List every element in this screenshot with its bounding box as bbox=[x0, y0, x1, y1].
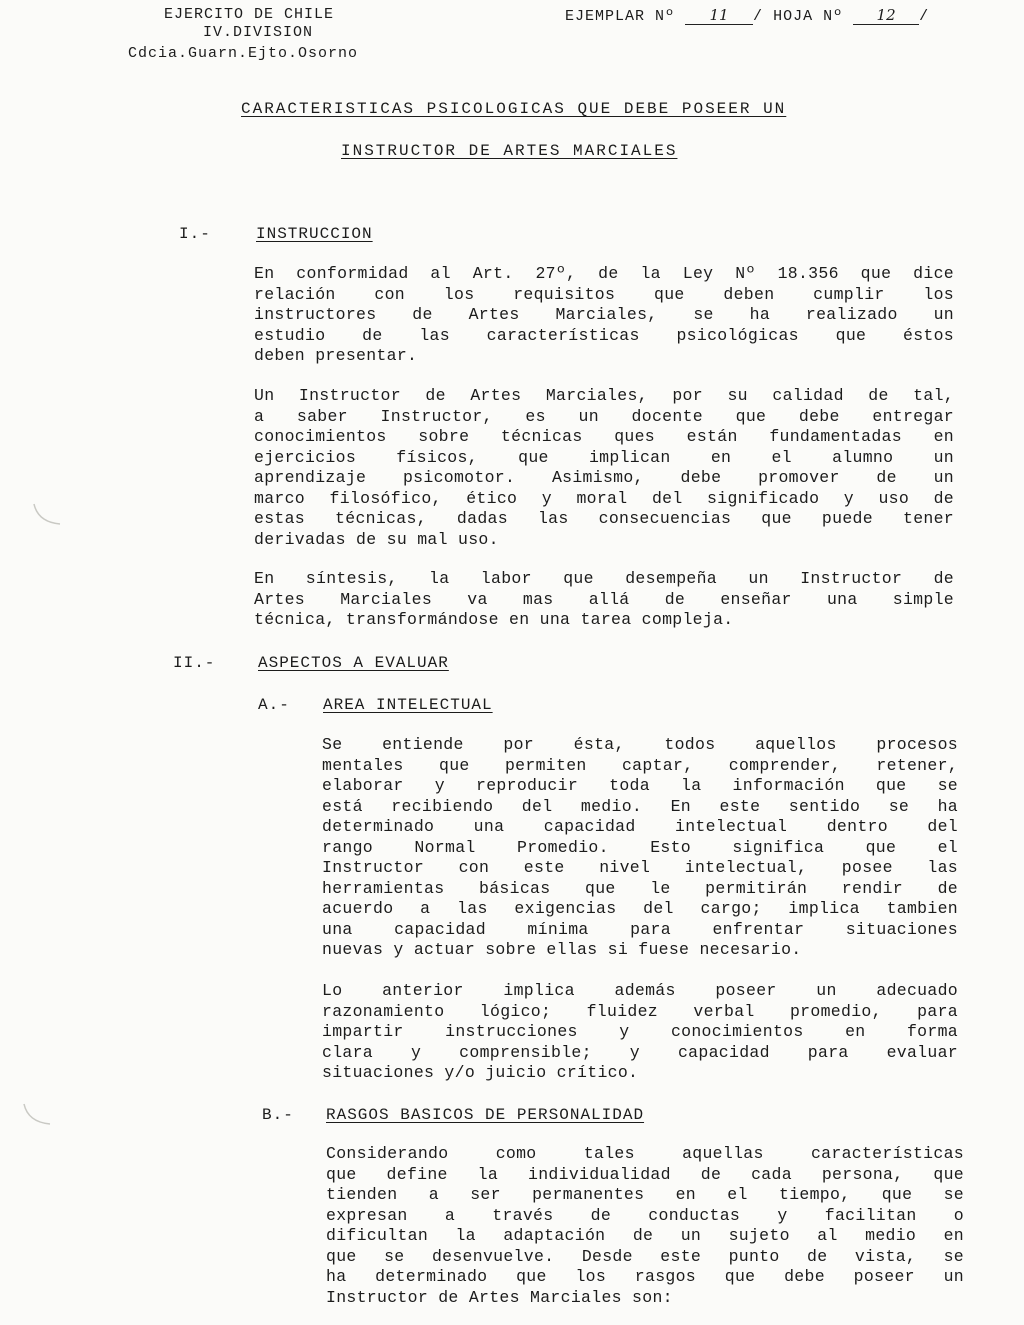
text-line: instructores de Artes Marciales, se ha realizado un bbox=[254, 305, 954, 324]
text-line: Se entiende por ésta, todos aquellos procesos bbox=[322, 735, 958, 754]
text-line: clara y comprensible; y capacidad para evaluar bbox=[322, 1042, 958, 1062]
org-unit: Cdcia.Guarn.Ejto.Osorno bbox=[128, 45, 359, 62]
section-1-number: I.- bbox=[179, 225, 211, 243]
section-1-heading: INSTRUCCION bbox=[256, 225, 373, 243]
punch-hole-mark bbox=[30, 500, 70, 530]
section-2-number: II.- bbox=[173, 654, 216, 672]
subsection-a-heading: AREA INTELECTUAL bbox=[323, 696, 493, 714]
ejemplar-field: EJEMPLAR Nº 11 / HOJA Nº 12 / bbox=[565, 6, 930, 25]
text-line: Instructor con este nivel intelectual, posee las bbox=[322, 858, 958, 877]
text-line: está recibiendo del medio. En este sentido se ha bbox=[322, 796, 958, 816]
punch-hole-mark bbox=[20, 1100, 60, 1130]
text-line: a saber Instructor, es un docente que debe entregar bbox=[254, 406, 954, 426]
hoja-label: HOJA Nº bbox=[773, 8, 844, 25]
subsection-b-paragraph-1 bbox=[326, 1144, 964, 1308]
section-1-paragraph-2 bbox=[254, 386, 954, 550]
subsection-b-heading: RASGOS BASICOS DE PERSONALIDAD bbox=[326, 1106, 645, 1124]
text-line: derivadas de su mal uso. bbox=[254, 529, 499, 549]
section-1-paragraph-3 bbox=[254, 569, 954, 631]
text-line: tienden a ser permanentes en el tiempo, que se bbox=[326, 1185, 964, 1204]
subsection-a-paragraph-2 bbox=[322, 981, 958, 1084]
section-2-heading: ASPECTOS A EVALUAR bbox=[258, 654, 449, 672]
text-line: acuerdo a las exigencias del cargo; implica tambien bbox=[322, 899, 958, 918]
text-line: estas técnicas, dadas las consecuencias que puede tener bbox=[254, 509, 954, 528]
ejemplar-label: EJEMPLAR Nº bbox=[565, 8, 676, 25]
text-line: elaborar y reproducir toda la información que se bbox=[322, 776, 958, 795]
text-line: Considerando como tales aquellas características bbox=[326, 1144, 964, 1163]
text-line: que se desenvuelve. Desde este punto de vista, se bbox=[326, 1246, 964, 1266]
text-line: dificultan la adaptación de un sujeto al medio en bbox=[326, 1226, 964, 1245]
section-1-paragraph-1 bbox=[254, 264, 954, 367]
text-line: nuevas y actuar sobre ellas si fuese necesario. bbox=[322, 940, 802, 959]
text-line: Artes Marciales va mas allá de enseñar una simple bbox=[254, 589, 954, 609]
document-title-line2: INSTRUCTOR DE ARTES MARCIALES bbox=[341, 142, 678, 160]
text-line: situaciones y/o juicio crítico. bbox=[322, 1063, 639, 1082]
text-line: marco filosófico, ético y moral del significado y uso de bbox=[254, 488, 954, 508]
text-line: aprendizaje psicomotor. Asimismo, debe promover de un bbox=[254, 468, 954, 487]
text-line: razonamiento lógico; fluidez verbal promedio, para bbox=[322, 1001, 958, 1021]
text-line: que define la individualidad de cada persona, que bbox=[326, 1164, 964, 1184]
text-line: rango Normal Promedio. Esto significa que el bbox=[322, 837, 958, 857]
text-line: Un Instructor de Artes Marciales, por su calidad de tal, bbox=[254, 386, 954, 405]
subsection-b-number: B.- bbox=[262, 1106, 294, 1124]
text-line: En síntesis, la labor que desempeña un Instructor de bbox=[254, 569, 954, 588]
text-line: Lo anterior implica además poseer un adecuado bbox=[322, 981, 958, 1000]
text-line: herramientas básicas que le permitirán rendir de bbox=[322, 878, 958, 898]
text-line: ha determinado que los rasgos que debe poseer un bbox=[326, 1267, 964, 1286]
text-line: deben presentar. bbox=[254, 346, 418, 365]
text-line: estudio de las características psicológicas que éstos bbox=[254, 325, 954, 345]
subsection-a-number: A.- bbox=[258, 696, 290, 714]
document-title-line1: CARACTERISTICAS PSICOLOGICAS QUE DEBE POSEER UN bbox=[241, 100, 787, 118]
text-line: Instructor de Artes Marciales son: bbox=[326, 1287, 673, 1307]
text-line: conocimientos sobre técnicas ques están fundamentadas en bbox=[254, 427, 954, 446]
ejemplar-value: 11 bbox=[685, 6, 753, 25]
text-line: En conformidad al Art. 27º, de la Ley Nº 18.356 que dice bbox=[254, 264, 954, 283]
text-line: una capacidad mínima para enfrentar situaciones bbox=[322, 919, 958, 939]
hoja-value: 12 bbox=[853, 6, 919, 25]
text-line: determinado una capacidad intelectual dentro del bbox=[322, 817, 958, 836]
org-name: EJERCITO DE CHILE bbox=[164, 6, 335, 23]
subsection-a-paragraph-1 bbox=[322, 735, 958, 961]
text-line: técnica, transformándose en una tarea compleja. bbox=[254, 610, 734, 629]
org-division: IV.DIVISION bbox=[203, 24, 314, 41]
text-line: mentales que permiten captar, comprender, retener, bbox=[322, 755, 958, 775]
text-line: impartir instrucciones y conocimientos en forma bbox=[322, 1022, 958, 1041]
text-line: expresan a través de conductas y facilitan o bbox=[326, 1205, 964, 1225]
text-line: ejercicios físicos, que implican en el alumno un bbox=[254, 447, 954, 467]
text-line: relación con los requisitos que deben cumplir los bbox=[254, 284, 954, 304]
